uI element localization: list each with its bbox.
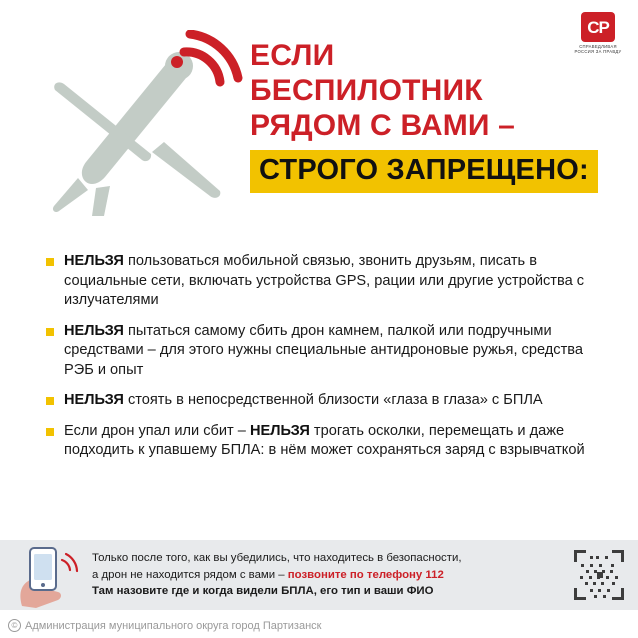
- drone-illustration-icon: [34, 30, 244, 216]
- rule-lead-4: НЕЛЬЗЯ: [249, 422, 310, 439]
- callout-text: [92, 550, 638, 600]
- callout-line-2: [92, 567, 552, 584]
- list-item: [46, 322, 604, 381]
- rule-text-2: [64, 322, 604, 381]
- rule-text-4: [64, 422, 604, 461]
- footer: [8, 619, 321, 632]
- bullet-icon: [46, 428, 54, 436]
- phone-in-hand-icon: [0, 540, 92, 610]
- logo-subtitle: СПРАВЕДЛИВАЯ РОССИЯ ЗА ПРАВДУ: [574, 44, 622, 55]
- logo-mark-text: СР: [587, 17, 609, 37]
- list-item: [46, 252, 604, 311]
- rules-list: [46, 252, 604, 472]
- title-line-1: ЕСЛИ: [250, 39, 335, 72]
- list-item: [46, 391, 604, 411]
- callout-line-1: Только после того, как вы убедились, что находитесь в безопасности,: [92, 552, 462, 565]
- header: [34, 26, 618, 216]
- rule-lead-2: НЕЛЬЗЯ: [64, 322, 124, 339]
- title-block: [250, 38, 638, 193]
- title-line-3: РЯДОМ С ВАМИ –: [250, 109, 516, 143]
- title-line-2: БЕСПИЛОТНИК: [250, 74, 483, 108]
- rule-body-2: пытаться самому сбить дрон камнем, палкой или подручными средствами – для этого нужны специальные антидроновые ружья, средства РЭБ и опыт: [64, 322, 583, 378]
- callout-line-2-prefix: а дрон не находится рядом с вами –: [92, 568, 288, 581]
- bullet-icon: [46, 258, 54, 266]
- callout-bar: [0, 540, 638, 610]
- rule-body-4: трогать осколки, перемещать и даже подходить к упавшему БПЛА: в нём может сохраняться заряд с взрывчаткой: [64, 422, 585, 459]
- bullet-icon: [46, 328, 54, 336]
- rule-body-3: стоять в непосредственной близости «глаза в глаза» с БПЛА: [123, 392, 543, 409]
- list-item: [46, 422, 604, 461]
- title-highlight: СТРОГО ЗАПРЕЩЕНО:: [250, 150, 598, 192]
- callout-phone-highlight: позвоните по телефону 112: [287, 568, 444, 581]
- footer-text: Администрация муниципального округа город Партизанск: [25, 619, 322, 632]
- copyright-icon: ©: [8, 619, 21, 632]
- rule-prefix-4: Если дрон упал или сбит –: [64, 422, 250, 439]
- rule-text-1: [64, 252, 604, 311]
- rule-body-1: пользоваться мобильной связью, звонить друзьям, писать в социальные сети, включать устройства GPS, рации или другие устройства с излучателями: [64, 253, 585, 309]
- callout-line-3: Там назовите где и когда видели БПЛА, его тип и ваши ФИО: [92, 585, 434, 598]
- qr-code-icon[interactable]: [572, 548, 626, 602]
- rule-text-3: [64, 391, 543, 411]
- bullet-icon: [46, 397, 54, 405]
- rule-lead-1: НЕЛЬЗЯ: [64, 253, 124, 269]
- rule-lead-3: НЕЛЬЗЯ: [64, 392, 124, 409]
